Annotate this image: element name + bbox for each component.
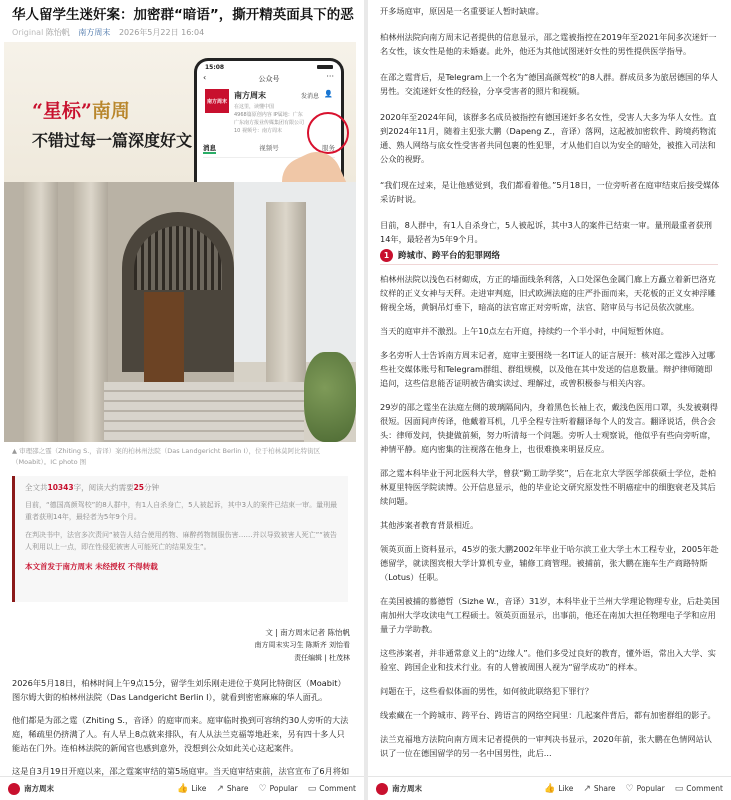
brand-name[interactable]: 南方周末 bbox=[392, 784, 422, 793]
body-paragraph: 2020年至2024年间，该群多名成员被指控有德国迷奸多名女性，受害人大多为华人女性。直到2024年11月，随着主犯张大鹏（Dapeng Z.，音译）落网，这起被加密软件、跨境药物流通、熟人网络与底女性受害者共同包裹的性犯罪，才从他们自以为安全的暗处，被推入司法和公众的视野。 bbox=[380, 112, 717, 164]
brand-logo-icon[interactable] bbox=[376, 783, 388, 795]
body-paragraph: 目前，8人群中，有1人自杀身亡，5人被起诉，其中3人的案件已结束一审。量刑最重者获刑14年，最轻者为5年9个月。 bbox=[380, 220, 712, 244]
account-logo bbox=[205, 89, 229, 113]
body-paragraph: 2026年5月18日，柏林时间上午9点15分，留学生刘乐刚走进位于莫阿比特街区（Moabit）图尔姆大街的柏林州法院（Das Landgericht Berlin I），就看到密密麻麻的华人面孔。 bbox=[12, 678, 346, 702]
battery-icon bbox=[317, 65, 333, 69]
body-paragraph: 问题在于，这些看似体面的男性，如何彼此联络犯下罪行？ bbox=[380, 686, 593, 696]
section-heading bbox=[380, 247, 718, 265]
brand-name[interactable]: 南方周末 bbox=[24, 784, 54, 793]
credit-line: 文 | 南方周末记者 陈怡帆 bbox=[265, 628, 350, 637]
publish-datetime: 2026年5月22日 16:04 bbox=[118, 28, 205, 37]
body-paragraph: 其他涉案者教育背景相近。 bbox=[380, 520, 479, 530]
body-paragraph: 柏林州法院以浅色石材砌成，方正的墙面线条利落，入口处深色金属门廊上方矗立着新巴洛克纹样的正义女神与天秤。走进审判庭，旧式欧洲法庭的庄严扑面而来，天花板的正义女神浮雕俯视全场，黄铜吊灯垂下，暗高的法官席正对旁听席，法官、陪审员与书记员依次就座。 bbox=[380, 274, 716, 312]
read-minutes: 25 bbox=[133, 483, 145, 492]
body-paragraph: 当天的庭审并不激烈。上午10点左右开庭，持续约一个半小时，中间短暂休庭。 bbox=[380, 326, 669, 336]
body-paragraph: 在美国被捕的慕德哲（Sizhe W.，音译）31岁，本科毕业于兰州大学理论物理专业，后赴美国南加州大学攻读电气工程硕士。领英页面显示，出事前，他还在南加大担任物理电子学和应用量子力学助教。 bbox=[380, 596, 720, 634]
phone-line: 10 视频号：南方周末 bbox=[234, 128, 282, 134]
thumb-up-icon: 👍 bbox=[544, 783, 556, 794]
read-suffix: 分钟 bbox=[144, 483, 160, 492]
brand-logo-icon[interactable] bbox=[8, 783, 20, 795]
account-logo-text: 南方周末 bbox=[206, 99, 227, 105]
comment-button[interactable] bbox=[675, 784, 723, 794]
photo-steps bbox=[104, 382, 304, 442]
phone-tab: 视频号 bbox=[259, 144, 279, 152]
bottom-bar bbox=[0, 776, 364, 800]
like-label: Like bbox=[191, 784, 207, 793]
right-body-2 bbox=[380, 272, 720, 760]
share-icon: ↗ bbox=[583, 783, 591, 794]
more-icon: ··· bbox=[326, 72, 334, 81]
comment-icon: ▭ bbox=[307, 783, 317, 794]
body-paragraph: 开多场庭审，原因是一名重要证人暂时缺席。 bbox=[380, 6, 544, 16]
court-photo[interactable] bbox=[4, 182, 356, 442]
article-meta bbox=[12, 27, 204, 38]
comment-icon: ▭ bbox=[674, 783, 684, 794]
banner-slogan bbox=[32, 96, 130, 123]
star-banner bbox=[4, 42, 356, 182]
original-tag: Original bbox=[12, 28, 44, 37]
body-paragraph: 领英页面上资料显示，45岁的张大鹏2002年毕业于哈尔滨工业大学土木工程专业，2005年赴德留学，就读图宾根大学计算机专业，辅修工商管理。被捕前，张大鹏在施车生产商路特斯（Lotus）任职。 bbox=[380, 544, 719, 582]
body-paragraph: “我们现在过来，是让他感觉到，我们都看着他。”5月18日，一位旁听者在庭审结束后接受媒体采访时说。 bbox=[380, 180, 720, 204]
photo-column bbox=[266, 202, 306, 402]
phone-line: 4968篇原创内容 IP属地：广东 bbox=[234, 112, 303, 118]
like-button[interactable] bbox=[544, 784, 573, 794]
article-title: 华人留学生迷奸案：加密群“暗语”，撕开精英面具下的恶 bbox=[12, 7, 354, 23]
right-article-panel bbox=[368, 0, 731, 800]
word-count-mid: 字，阅读大约需要 bbox=[73, 483, 134, 492]
share-label: Share bbox=[226, 784, 249, 793]
left-body bbox=[12, 676, 352, 778]
photo-caption: ▲ 审理邵之霆（Zhiting S.，音译）案的柏林州法院（Das Landgericht Berlin I），位于柏林莫阿比特街区（Moabit）。IC photo 图 bbox=[12, 447, 321, 466]
bottom-bar bbox=[368, 776, 731, 800]
heart-icon: ♡ bbox=[625, 783, 634, 794]
share-button[interactable] bbox=[216, 784, 248, 794]
highlight-circle bbox=[307, 112, 349, 154]
body-paragraph: 邵之霆本科毕业于河北医科大学，曾获“勤工助学奖”，后在北京大学医学部获硕士学位，赴柏林夏里特医学院读博。公开信息显示，他的毕业论文研究原发性不明癌症中的细胞衰老及其后续问题。 bbox=[380, 468, 716, 506]
thumb-up-icon: 👍 bbox=[177, 783, 189, 794]
body-paragraph: 法兰克福地方法院向南方周末记者提供的一审判决书显示，2020年前，张大鹏在色情网站认识了一位在德国留学的另一名中国男性，此后... bbox=[380, 734, 712, 758]
popular-label: Popular bbox=[636, 784, 665, 793]
copyright-notice: 本文首发于南方周末 未经授权 不得转载 bbox=[25, 562, 158, 571]
summary-paragraph: 目前，“德国高颜驾校”的8人群中，有1人自杀身亡，5人被起诉，其中3人的案件已结束一审。量刑最重者获刑14年，最轻者为5年9个月。 bbox=[25, 501, 338, 521]
body-paragraph: 他们都是为邵之霆（Zhiting S.，音译）的庭审而来。庭审临时换到可容纳约30人旁听的大法庭，稀疏里仍挤满了人。有人早上8点就来排队，有人从法兰克福等地赶来，另有四十多人只能站在门外。连柏林法院的新闻官也感到意外，没想到公众如此关心这起案件。 bbox=[12, 715, 349, 753]
section-title: 跨城市、跨平台的犯罪网络 bbox=[398, 251, 501, 261]
share-icon: ↗ bbox=[216, 783, 224, 794]
section-number: 1 bbox=[380, 249, 393, 262]
body-paragraph: 柏林州法院向南方周末记者提供的信息显示，邵之霆被指控在2019年至2021年间多次迷奸一名女性，该女性是他的未婚妻。此外，他还为其他试图迷奸女性的男性提供医学指导。 bbox=[380, 32, 717, 56]
share-button[interactable] bbox=[583, 784, 615, 794]
word-count-value: 10343 bbox=[47, 483, 74, 492]
like-label: Like bbox=[558, 784, 574, 793]
phone-line: 广东南方报业传媒集团有限公司 bbox=[234, 120, 305, 126]
body-paragraph: 线索藏在一个跨城市、跨平台、跨语言的网络空间里：几起案件背后，都有加密群组的影子。 bbox=[380, 710, 716, 720]
phone-line: 在这里，读懂中国 bbox=[234, 104, 275, 110]
bottom-actions bbox=[177, 784, 356, 794]
comment-button[interactable] bbox=[308, 784, 356, 794]
popular-button[interactable] bbox=[259, 784, 298, 794]
left-article-panel bbox=[0, 0, 364, 800]
body-paragraph: 多名旁听人士告诉南方周末记者，庭审主要围绕一名IT证人的证言展开：核对邵之霆涉入过哪些社交媒体账号和Telegram群组、群组规模，以及他在其中发送的信息数量。辩护律师随即追问，这些信息能否证明被告确实读过、理解过，或曾积极参与相关内容。 bbox=[380, 350, 715, 388]
slogan-name: 南周 bbox=[91, 100, 130, 122]
photo-door bbox=[144, 292, 184, 382]
like-button[interactable] bbox=[177, 784, 206, 794]
popular-button[interactable] bbox=[626, 784, 665, 794]
summary-paragraph: 在判决书中，法官多次责问“被告人结合使用药物、麻醉药物制服伤害……并以导致被害人死亡”“被告人利用以上一点，即在性侵犯被害人可能死亡的结果发生”。 bbox=[25, 531, 337, 551]
photo-tree bbox=[304, 352, 356, 442]
account-link[interactable]: 南方周末 bbox=[78, 28, 111, 37]
phone-time: 15:08 bbox=[205, 64, 225, 71]
credits bbox=[255, 626, 350, 665]
back-icon: ‹ bbox=[203, 73, 207, 82]
share-label: Share bbox=[593, 784, 616, 793]
body-paragraph: 29岁的邵之霆坐在法庭左侧的玻璃隔间内，身着黑色长袖上衣，戴浅色医用口罩，头发被剃得很短。因面间声传译，他戴着耳机，几乎全程专注听着翻译每个人的发言。翻译说话，供合会头：律师发问，快捷做前频，努力听清每一个问题。旁听人士观察说，他似乎有些向旁听席，神情平静。庭内密集的注视落在他身上，也很难换来明显反应。 bbox=[380, 402, 718, 454]
summary-box bbox=[12, 476, 348, 602]
slogan-star: “星标” bbox=[32, 100, 92, 122]
comment-label: Comment bbox=[319, 784, 356, 793]
bottom-actions bbox=[544, 784, 723, 794]
author-name[interactable]: 陈怡帆 bbox=[45, 28, 70, 37]
right-body bbox=[380, 4, 720, 246]
user-icon: 👤 bbox=[324, 90, 333, 98]
phone-tab: 消息 bbox=[203, 144, 216, 152]
comment-label: Comment bbox=[686, 784, 723, 793]
photo-column bbox=[24, 182, 58, 442]
phone-tab: 服务 bbox=[322, 144, 335, 152]
banner-slogan-line2: 不错过每一篇深度好文 bbox=[32, 131, 193, 150]
body-paragraph: 在邵之霆背后，是Telegram上一个名为“德国高颜驾校”的8人群。群成员多为旅居德国的华人男性。交流迷奸女性的经验，分享受害者的照片和视频。 bbox=[380, 72, 718, 96]
word-count bbox=[25, 482, 338, 493]
credit-line: 南方周末实习生 陈斯齐 刘怡看 bbox=[254, 641, 350, 649]
body-paragraph: 这是自3月19日开庭以来，邵之霆案审结的第5场庭审。当天庭审结束前，法官宣布了6月将如 bbox=[12, 766, 350, 776]
body-paragraph: 这些涉案者，并非通常意义上的“边缘人”。他们多受过良好的教育，懂外语，常出入大学、实验室、跨国企业和技术行业。有的人曾被周围人视为“留学成功”的样本。 bbox=[380, 648, 716, 672]
phone-title: 公众号 bbox=[258, 75, 280, 83]
phone-account-name: 南方周末 bbox=[234, 91, 266, 100]
word-count-prefix: 全文共 bbox=[25, 483, 48, 492]
heart-icon: ♡ bbox=[258, 783, 267, 794]
popular-label: Popular bbox=[269, 784, 298, 793]
credit-line: 责任编辑 | 杜茂林 bbox=[294, 654, 350, 662]
photo-column bbox=[74, 182, 108, 442]
message-button: 发消息 bbox=[300, 93, 319, 100]
